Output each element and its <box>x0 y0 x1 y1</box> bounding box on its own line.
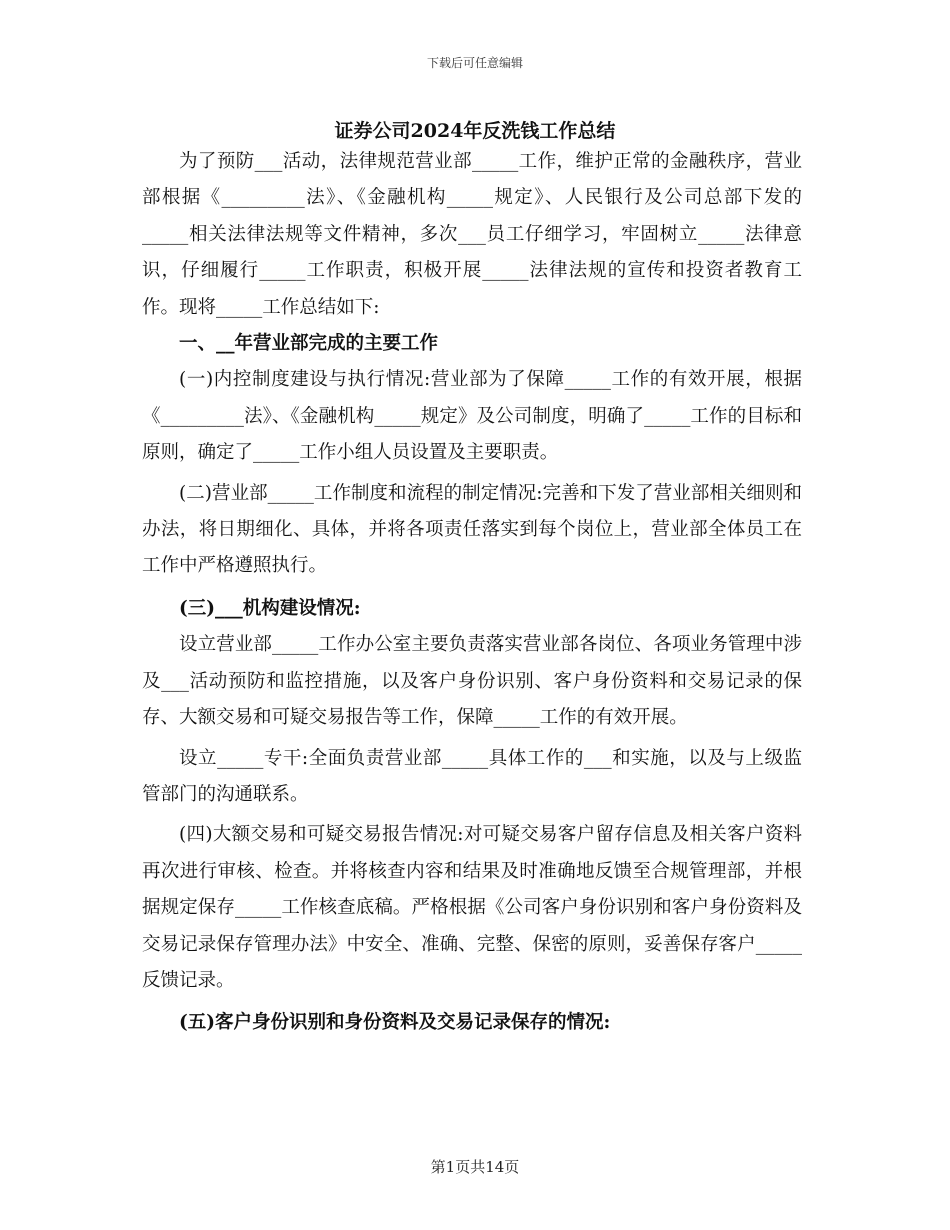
paragraph-reporting: (四)大额交易和可疑交易报告情况:对可疑交易客户留存信息及相关客户资料再次进行审核、检查。并将核查内容和结果及时准确地反馈至合规管理部，并根据规定保存_____工作核查底稿。严格根据《公司客户身份识别和客户身份资料及交易记录保存管理办法》中安全、准确、完整、保密的原则，妥善保存客户_____反馈记录。 <box>142 824 802 991</box>
paragraph-internal-control: (一)内控制度建设与执行情况:营业部为了保障_____工作的有效开展，根据《_________法》、《金融机构_____规定》及公司制度，明确了_____工作的目标和原则，确定了_____工作小组人员设置及主要职责。 <box>142 369 802 464</box>
section-heading-1: 一、__年营业部完成的主要工作 <box>179 333 439 355</box>
intro-paragraph: 为了预防___活动，法律规范营业部_____工作，维护正常的金融秩序，营业部根据《_________法》、《金融机构_____规定》、人民银行及公司总部下发的_____相关法律法规等文件精神，多次___员工仔细学习，牢固树立_____法律意识，仔细履行_____工作职责，积极开展_____法律法规的宣传和投资者教育工作。现将_____工作总结如下: <box>142 151 802 318</box>
paragraph-office: 设立营业部_____工作办公室主要负责落实营业部各岗位、各项业务管理中涉及___活动预防和监控措施，以及客户身份识别、客户身份资料和交易记录的保存、大额交易和可疑交易报告等工作，保障_____工作的有效开展。 <box>142 634 802 729</box>
document-body <box>142 144 802 1042</box>
document-title: 证券公司2024年反洗钱工作总结 <box>334 120 616 142</box>
subheading-customer-id: (五)客户身份识别和身份资料及交易记录保存的情况: <box>179 1012 611 1034</box>
page-header: 下载后可任意编辑 <box>426 56 523 70</box>
subheading-organization: (三)___机构建设情况: <box>179 597 361 619</box>
paragraph-specialist: 设立_____专干:全面负责营业部_____具体工作的___和实施，以及与上级监管部门的沟通联系。 <box>142 747 802 805</box>
paragraph-procedures: (二)营业部_____工作制度和流程的制定情况:完善和下发了营业部相关细则和办法，将日期细化、具体，并将各项责任落实到每个岗位上，营业部全体员工在工作中严格遵照执行。 <box>142 482 802 577</box>
page-footer: 第1页共14页 <box>430 1158 520 1176</box>
